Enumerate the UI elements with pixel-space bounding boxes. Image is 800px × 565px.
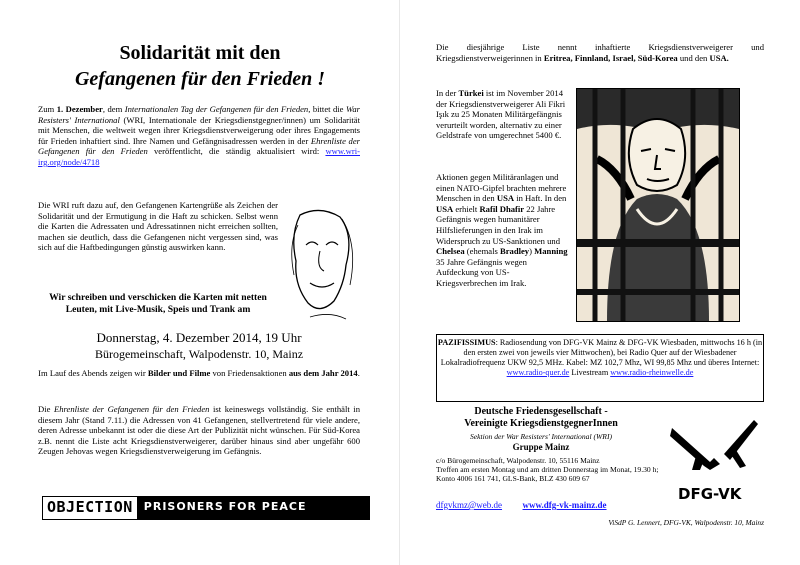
event-date: Donnerstag, 4. Dezember 2014, 19 Uhr	[96, 330, 302, 345]
program-text-c: von Friedensaktionen	[210, 368, 289, 378]
intro-text-d: (WRI, Internationale der Kriegsdienstgegner/innen) um Solidarität mit Menschen, die weltweit wegen ihrer Kriegsdienstverweigerung oder ihres Engagements für Frieden inhaftiert sind. Ihre Namen und Gefängnisadressen werden in der	[38, 114, 360, 146]
program-films: Bilder und Filme	[147, 368, 211, 378]
wri-link[interactable]: www.wri-irg.org/node/4718	[38, 146, 360, 167]
program-paragraph	[38, 368, 360, 379]
usa-text-e: erhielt	[453, 203, 480, 214]
email-link[interactable]: dfgvkmz@web.de	[436, 500, 503, 510]
address: c/o Bürogemeinschaft, Walpodenstr. 10, 55116 Mainz	[436, 456, 600, 465]
list-title: Ehrenliste der Gefangenen für den Frieden	[53, 404, 210, 414]
org-block	[436, 406, 646, 430]
imprint: ViSdP G. Lennert, DFG-VK, Walpodenstr. 10, Mainz	[608, 518, 764, 527]
org-line1: Deutsche Friedensgesellschaft -	[474, 406, 608, 417]
event-place: Bürogemeinschaft, Walpodenstr. 10, Mainz	[94, 347, 304, 361]
call-paragraph: Die WRI ruft dazu auf, den Gefangenen Kartengrüße als Zeichen der Solidarität und der Ermutigung in die Haft zu schicken. Selbst wenn die Karten die Adressaten und Adressatinnen nicht erreichen sollten, machen sie deutlich, dass die Gefangenen nicht vergessen sind, was sich auf die Haftbedingungen günstig auswirken kann.	[38, 200, 278, 253]
banner-objection: OBJECTION	[43, 497, 138, 519]
intro-wri: War Resisters' International	[38, 104, 360, 125]
rafil-dhafir: Rafil Dhafir	[479, 203, 525, 214]
countries-list: Eritrea, Finnland, Israel, Süd-Korea	[543, 52, 678, 63]
turkey-text-c: ist im November 2014 der Kriegsdienstverweigerer Ali Fikri Işık zu 25 Monaten Militärgefängnis verurteilt worden, alternativ zu einer Geldstrafe von umgerechnet 5400 €.	[436, 88, 566, 141]
program-text-e: .	[357, 368, 360, 378]
links-row	[436, 500, 686, 510]
dfg-vk-logo-text: DFG-VK	[678, 485, 742, 503]
usa-text-g: 22 Jahre Gefängnis wegen humanitärer Hilfslieferungen in den Irak im Widerspruch zu US-Sanktionen und	[436, 203, 561, 246]
right-page	[400, 0, 800, 565]
manning: Manning	[534, 246, 568, 257]
list-text-a: Die	[38, 404, 54, 414]
face-drawing-icon	[280, 205, 360, 325]
radio-box	[436, 334, 764, 402]
countries-text-c: und den	[677, 52, 710, 63]
turkey-text-a: In der	[436, 88, 459, 98]
title-line1: Solidarität mit den	[119, 42, 281, 64]
group-name: Gruppe Mainz	[512, 442, 570, 452]
usa-2: USA	[436, 203, 454, 214]
intro-text-a: Zum	[38, 104, 57, 114]
usa-1: USA	[496, 193, 515, 204]
org-line2: Vereinigte KriegsdienstgegnerInnen	[464, 418, 618, 429]
invite-paragraph: Wir schreiben und verschicken die Karten mit netten Leuten, mit Live-Musik, Speis und Trank am	[49, 292, 267, 315]
radio-quer-link[interactable]: www.radio-quer.de	[506, 368, 570, 377]
intro-day: Internationalen Tag der Gefangenen für den Frieden	[124, 104, 309, 114]
list-paragraph	[38, 404, 360, 457]
radio-livestream: Livestream	[569, 368, 611, 377]
usa-text-a: Aktionen gegen Militäranlagen und einen NATO-Gipfel brachten mehrere Menschen in den	[436, 172, 567, 204]
banner-prisoners: PRISONERS FOR PEACE	[138, 497, 369, 519]
program-text-a: Im Lauf des Abends zeigen wir	[38, 368, 148, 378]
org-subtitle: Sektion der War Resisters' International (WRI)	[469, 432, 612, 441]
usa-text-m: 35 Jahre Gefängnis wegen Aufdeckung von US-Kriegsverbrechen im Irak.	[436, 256, 527, 288]
radio-text: : Radiosendung von DFG-VK Mainz & DFG-VK Wiesbaden, mittwochs 16 h (in den ersten zwei von jeweils vier Mittwochen), bei Radio Quer auf der Wiesbadener Lokalradiofrequenz UKW 92,5 MHz. Kabel: MZ 102,7 Mhz, WI 99,85 Mhz und überes Internet:	[440, 338, 763, 367]
program-year: aus dem Jahr 2014	[288, 368, 358, 378]
turkey-country: Türkei	[458, 88, 484, 98]
bank: Konto 4006 161 741, GLS-Bank, BLZ 430 609 67	[436, 474, 590, 484]
usa-text-c: in Haft. In den	[514, 193, 567, 204]
meeting: Treffen am ersten Montag und am dritten Donnerstag im Monat, 19.30 h;	[436, 465, 659, 475]
usa-text-k: )	[529, 246, 535, 257]
objection-banner	[42, 496, 370, 520]
website-link[interactable]: www.dfg-vk-mainz.de	[522, 500, 607, 510]
intro-text-e: veröffentlicht, die ständig aktualisiert wird:	[147, 146, 326, 157]
chelsea: Chelsea	[436, 246, 465, 257]
usa-text-i: (ehemals	[464, 246, 500, 257]
usa-paragraph	[436, 172, 570, 289]
radio-title: PAZIFISSIMUS	[437, 338, 496, 347]
rheinwelle-link[interactable]: www.radio-rheinwelle.de	[610, 368, 694, 377]
prisoner-woodcut-icon	[576, 88, 740, 322]
intro-text-c: , bittet die	[308, 104, 346, 114]
intro-text-b: , dem	[102, 104, 125, 114]
intro-list: Ehrenliste der Gefangenen für den Frieden	[38, 135, 360, 157]
countries-usa: USA.	[709, 52, 729, 63]
intro-paragraph	[38, 104, 360, 168]
turkey-paragraph	[436, 88, 570, 141]
list-countries-paragraph	[436, 42, 764, 63]
broken-rifle-logo-icon	[666, 410, 760, 490]
bradley: Bradley	[499, 246, 530, 257]
intro-date: 1. Dezember	[56, 104, 103, 114]
title-line2: Gefangenen für den Frieden !	[74, 68, 325, 90]
countries-text-a: Die diesjährige Liste nennt inhaftierte Kriegsdienstverweigerer und Kriegsdienstverweigerinnen in	[436, 42, 764, 63]
list-text-c: ist keineswegs vollständig. Sie enthält in diesem Jahr (Stand 7.11.) die Adressen von 41 Gefangenen, stellvertretend für viele andere, deren Adresse unbekannt ist oder die diese Art der Publizität nicht wünschen. Für Süd-Korea z.B. nennt die Liste acht Kriegsdienstverweigerer, darüber hinaus sind aber ungefähr 600 Zeugen Jehovas wegen Kriegsdienstverweigerung im Gefängnis.	[38, 404, 360, 457]
contact-block	[436, 456, 662, 484]
